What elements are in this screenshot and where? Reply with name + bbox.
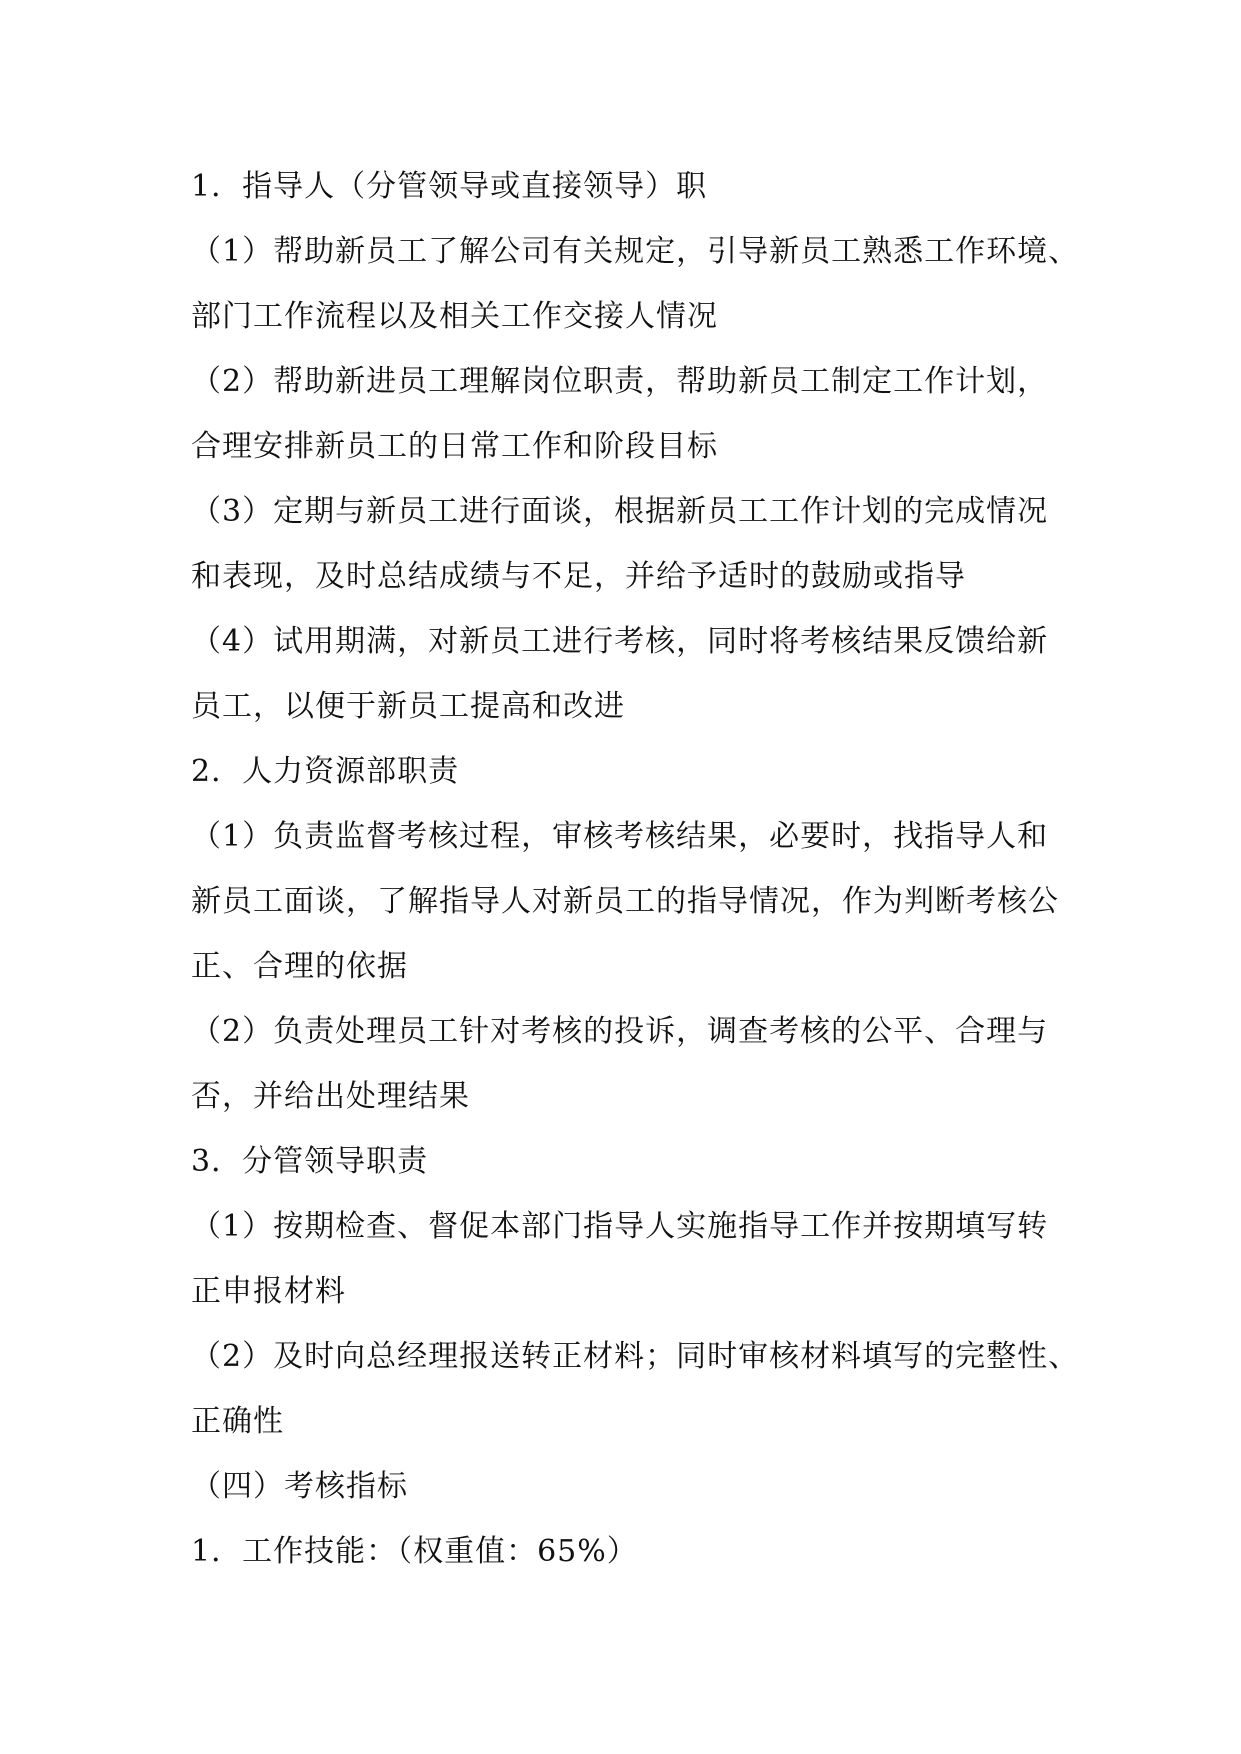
paragraph-line: 新员工面谈，了解指导人对新员工的指导情况，作为判断考核公 xyxy=(191,884,1059,919)
paragraph-line: （2）负责处理员工针对考核的投诉，调查考核的公平、合理与 xyxy=(191,1014,1049,1049)
paragraph-line: 和表现，及时总结成绩与不足，并给予适时的鼓励或指导 xyxy=(191,559,966,594)
paragraph-line: 正、合理的依据 xyxy=(191,949,408,984)
paragraph-line: （4）试用期满，对新员工进行考核，同时将考核结果反馈给新 xyxy=(191,624,1049,659)
paragraph-line: 合理安排新员工的日常工作和阶段目标 xyxy=(191,429,718,464)
paragraph-line: （2）及时向总经理报送转正材料；同时审核材料填写的完整性、 xyxy=(191,1339,1080,1374)
section-heading-assessment-indicators: （四）考核指标 xyxy=(191,1469,408,1504)
paragraph-line: （2）帮助新进员工理解岗位职责，帮助新员工制定工作计划， xyxy=(191,364,1049,399)
section-heading-work-skills: 1．工作技能：（权重值：65%） xyxy=(191,1534,638,1569)
section-heading-leader-duties: 3．分管领导职责 xyxy=(191,1144,429,1179)
paragraph-line: （1）帮助新员工了解公司有关规定，引导新员工熟悉工作环境、 xyxy=(191,234,1080,269)
paragraph-line: （1）负责监督考核过程，审核考核结果，必要时，找指导人和 xyxy=(191,819,1049,854)
paragraph-line: （3）定期与新员工进行面谈，根据新员工工作计划的完成情况 xyxy=(191,494,1049,529)
document-body xyxy=(191,154,1080,1584)
paragraph-line: 正申报材料 xyxy=(191,1274,346,1309)
section-heading-hr-duties: 2．人力资源部职责 xyxy=(191,754,460,789)
paragraph-line: 正确性 xyxy=(191,1404,284,1439)
paragraph-line: 员工，以便于新员工提高和改进 xyxy=(191,689,625,724)
section-heading-mentor-duties: 1．指导人（分管领导或直接领导）职 xyxy=(191,169,708,204)
paragraph-line: 部门工作流程以及相关工作交接人情况 xyxy=(191,299,718,334)
paragraph-line: 否，并给出处理结果 xyxy=(191,1079,470,1114)
paragraph-line: （1）按期检查、督促本部门指导人实施指导工作并按期填写转 xyxy=(191,1209,1049,1244)
